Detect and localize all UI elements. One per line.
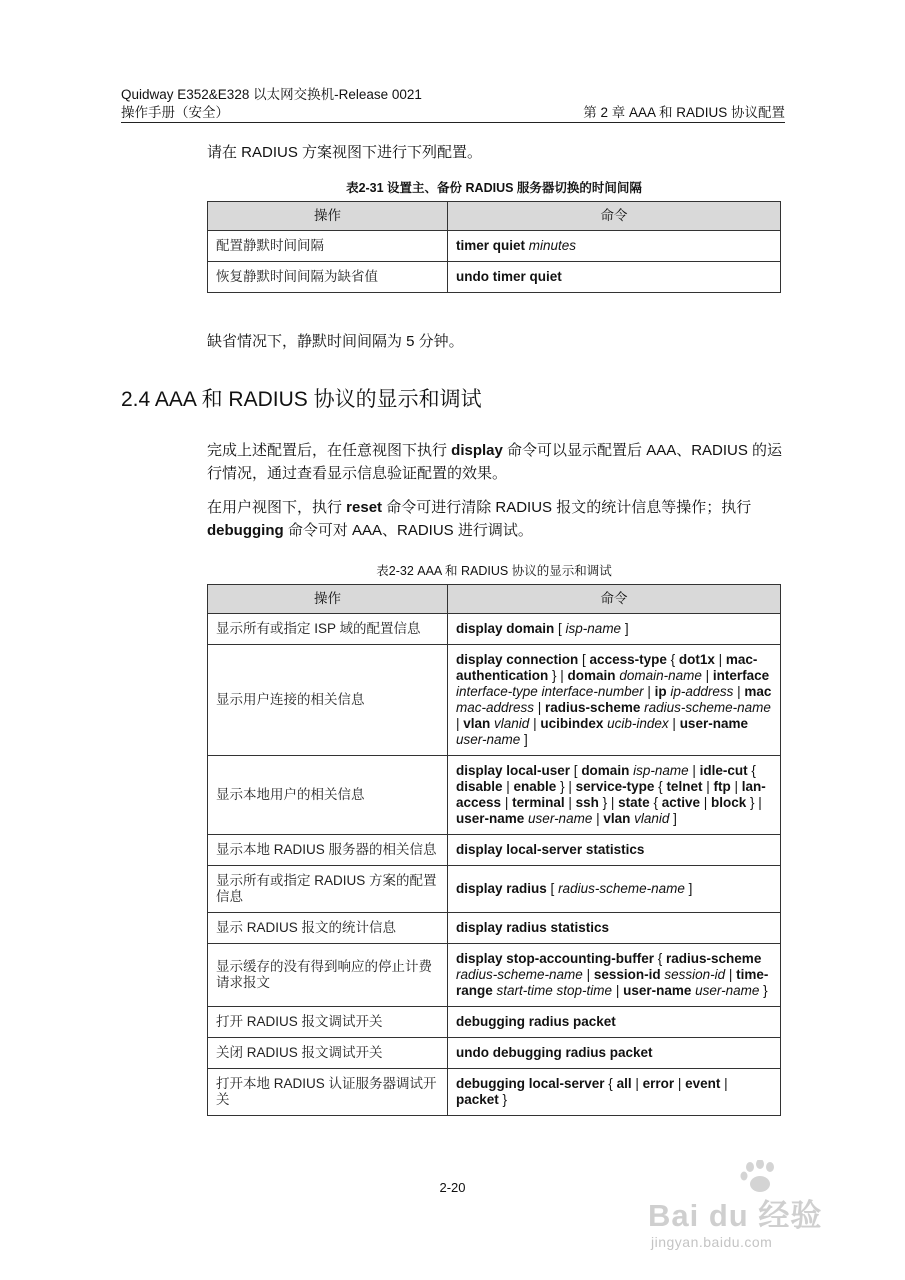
table2-op-cell: 关闭 RADIUS 报文调试开关 xyxy=(208,1038,448,1069)
cmd-syntax: | xyxy=(699,795,711,810)
table2-op-cell: 显示本地 RADIUS 服务器的相关信息 xyxy=(208,835,448,866)
table1-op-cell: 恢复静默时间间隔为缺省值 xyxy=(208,262,448,293)
cmd-keyword: terminal xyxy=(512,795,565,810)
cmd-keyword: all xyxy=(616,1076,632,1091)
cmd-keyword: vlan xyxy=(463,716,491,731)
cmd-keyword: telnet xyxy=(666,779,703,794)
cmd-keyword: radius-scheme xyxy=(545,700,641,715)
table1-cmd-cell xyxy=(448,262,781,293)
cmd-syntax: | xyxy=(733,684,745,699)
cmd-keyword: active xyxy=(661,795,700,810)
default-note: 缺省情况下，静默时间间隔为 5 分钟。 xyxy=(207,333,464,350)
table1 xyxy=(207,201,781,293)
cmd-keyword: event xyxy=(685,1076,721,1091)
cmd-syntax: { xyxy=(649,795,662,810)
table-row xyxy=(208,756,781,835)
table1-header-row xyxy=(208,202,781,231)
cmd-param: radius-scheme-name xyxy=(456,967,583,982)
table-row xyxy=(208,614,781,645)
cmd-syntax: } | xyxy=(746,795,762,810)
table2-op-cell: 显示所有或指定 ISP 域的配置信息 xyxy=(208,614,448,645)
cmd-syntax: ] xyxy=(669,811,677,826)
cmd-keyword: display domain xyxy=(456,621,555,636)
cmd-syntax: { xyxy=(747,763,756,778)
cmd-syntax: } | xyxy=(598,795,619,810)
cmd-keyword: access-type xyxy=(589,652,667,667)
cmd-param: isp-name xyxy=(565,621,622,636)
cmd-syntax: | xyxy=(730,779,742,794)
cmd-keyword: display local-server statistics xyxy=(456,842,645,857)
cmd-syntax: [ xyxy=(554,621,566,636)
cmd-keyword: user-name xyxy=(679,716,748,731)
cmd-param: session-id xyxy=(664,967,726,982)
table-row xyxy=(208,913,781,944)
table2-cmd-cell xyxy=(448,1038,781,1069)
cmd-syntax: { xyxy=(604,1076,617,1091)
cmd-syntax: | xyxy=(592,811,604,826)
cmd-syntax: | xyxy=(714,652,726,667)
table2-cmd-cell xyxy=(448,866,781,913)
cmd-syntax: { xyxy=(654,951,667,966)
cmd-keyword: dot1x xyxy=(678,652,715,667)
table2-cmd-cell xyxy=(448,756,781,835)
keyword-reset: reset xyxy=(346,499,383,516)
cmd-syntax: | xyxy=(534,700,546,715)
cmd-keyword: vlan xyxy=(603,811,631,826)
table1-cmd-cell xyxy=(448,231,781,262)
cmd-keyword: ucibindex xyxy=(540,716,604,731)
cmd-syntax: | xyxy=(582,967,594,982)
doc-header-subline xyxy=(121,104,785,121)
table1-col-op: 操作 xyxy=(208,202,448,231)
cmd-keyword: ftp xyxy=(713,779,731,794)
cmd-keyword: user-name xyxy=(456,811,525,826)
table2-op-cell: 显示 RADIUS 报文的统计信息 xyxy=(208,913,448,944)
cmd-syntax: | xyxy=(564,795,576,810)
cmd-syntax: | xyxy=(702,779,714,794)
cmd-keyword: domain xyxy=(581,763,630,778)
cmd-syntax: } xyxy=(498,1092,508,1107)
cmd-syntax: { xyxy=(654,779,667,794)
cmd-syntax: | xyxy=(501,795,513,810)
cmd-keyword: ip xyxy=(654,684,667,699)
cmd-syntax: } | xyxy=(548,668,568,683)
table-row xyxy=(208,835,781,866)
reset-paragraph xyxy=(207,496,785,542)
table2-cmd-cell xyxy=(448,1069,781,1116)
cmd-keyword: block xyxy=(711,795,747,810)
table2-op-cell: 打开本地 RADIUS 认证服务器调试开关 xyxy=(208,1069,448,1116)
keyword-display: display xyxy=(451,442,503,459)
doc-header-title: Quidway E352&E328 以太网交换机-Release 0021 xyxy=(121,87,422,102)
doc-header-chapter: 第 2 章 AAA 和 RADIUS 协议配置 xyxy=(583,105,785,120)
text-run: 完成上述配置后，在任意视图下执行 xyxy=(207,442,452,459)
cmd-keyword: time-range xyxy=(456,967,769,998)
table-row xyxy=(208,231,781,262)
text-run: 命令可对 AAA、RADIUS 进行调试。 xyxy=(283,522,533,539)
cmd-param: user-name xyxy=(695,983,760,998)
cmd-syntax: | xyxy=(668,716,680,731)
keyword-debugging: debugging xyxy=(207,522,284,539)
cmd-keyword: idle-cut xyxy=(699,763,748,778)
cmd-keyword: display radius statistics xyxy=(456,920,610,935)
cmd-keyword: display local-user xyxy=(456,763,571,778)
header-divider xyxy=(121,122,785,123)
cmd-syntax: | xyxy=(456,716,464,731)
cmd-keyword: debugging radius packet xyxy=(456,1014,616,1029)
cmd-keyword: error xyxy=(642,1076,675,1091)
display-paragraph xyxy=(207,439,785,485)
cmd-syntax: | xyxy=(720,1076,728,1091)
cmd-syntax: [ xyxy=(570,763,582,778)
table2-op-cell: 显示用户连接的相关信息 xyxy=(208,645,448,756)
cmd-param: isp-name xyxy=(633,763,689,778)
table1-caption: 表2-31 设置主、备份 RADIUS 服务器切换的时间间隔 xyxy=(346,181,642,195)
cmd-keyword: ssh xyxy=(575,795,599,810)
table2-op-cell: 显示缓存的没有得到响应的停止计费请求报文 xyxy=(208,944,448,1007)
cmd-keyword: service-type xyxy=(575,779,655,794)
cmd-syntax: ] xyxy=(520,732,528,747)
cmd-syntax: | xyxy=(674,1076,686,1091)
table2-cmd-cell xyxy=(448,614,781,645)
cmd-keyword: radius-scheme xyxy=(666,951,762,966)
cmd-syntax: } xyxy=(759,983,768,998)
cmd-syntax: [ xyxy=(578,652,590,667)
cmd-param: domain-name xyxy=(619,668,702,683)
cmd-syntax: | xyxy=(631,1076,643,1091)
cmd-syntax: | xyxy=(701,668,713,683)
cmd-syntax: { xyxy=(666,652,679,667)
cmd-keyword: display radius xyxy=(456,881,547,896)
cmd-keyword: undo timer quiet xyxy=(456,269,562,284)
intro-paragraph: 请在 RADIUS 方案视图下进行下列配置。 xyxy=(207,144,483,161)
cmd-keyword: mac xyxy=(744,684,772,699)
table2-col-cmd: 命令 xyxy=(448,585,781,614)
cmd-param: radius-scheme-name xyxy=(558,881,685,896)
cmd-syntax: ] xyxy=(621,621,629,636)
table-row xyxy=(208,645,781,756)
table2-cmd-cell xyxy=(448,1007,781,1038)
table2-cmd-cell xyxy=(448,944,781,1007)
cmd-syntax: | xyxy=(502,779,514,794)
table-row xyxy=(208,1007,781,1038)
cmd-param: ip-address xyxy=(670,684,734,699)
table2-op-cell: 打开 RADIUS 报文调试开关 xyxy=(208,1007,448,1038)
table2-body xyxy=(208,614,781,1116)
cmd-param: user-name xyxy=(456,732,521,747)
cmd-keyword: undo debugging radius packet xyxy=(456,1045,653,1060)
cmd-keyword: packet xyxy=(456,1092,499,1107)
cmd-syntax: ] xyxy=(684,881,693,896)
cmd-syntax: | xyxy=(529,716,541,731)
cmd-keyword: enable xyxy=(513,779,557,794)
page-number: 2-20 xyxy=(439,1180,466,1195)
cmd-keyword: mac-authentication xyxy=(456,652,758,683)
table2-header-row xyxy=(208,585,781,614)
table1-op-cell: 配置静默时间间隔 xyxy=(208,231,448,262)
table2-cmd-cell xyxy=(448,645,781,756)
table1-col-cmd: 命令 xyxy=(448,202,781,231)
watermark-url: jingyan.baidu.com xyxy=(651,1234,773,1250)
cmd-param: minutes xyxy=(525,238,577,253)
cmd-param: mac-address xyxy=(456,700,535,715)
cmd-keyword: session-id xyxy=(593,967,661,982)
cmd-syntax: | xyxy=(688,763,700,778)
table-row xyxy=(208,944,781,1007)
table-row xyxy=(208,866,781,913)
cmd-syntax: [ xyxy=(546,881,559,896)
text-run: 命令可以显示配置后 AAA、RADIUS 的运行情况，通过查看显示信息验证配置的效果。 xyxy=(207,442,783,482)
cmd-keyword: interface xyxy=(712,668,770,683)
cmd-keyword: disable xyxy=(456,779,503,794)
cmd-keyword: user-name xyxy=(623,983,692,998)
table-row xyxy=(208,1038,781,1069)
cmd-param: vlanid xyxy=(634,811,670,826)
table2 xyxy=(207,584,781,1116)
cmd-keyword: timer quiet xyxy=(456,238,526,253)
cmd-keyword: debugging local-server xyxy=(456,1076,605,1091)
table2-op-cell: 显示所有或指定 RADIUS 方案的配置信息 xyxy=(208,866,448,913)
cmd-syntax: | xyxy=(612,983,624,998)
cmd-param: start-time stop-time xyxy=(496,983,613,998)
table2-caption: 表2-32 AAA 和 RADIUS 协议的显示和调试 xyxy=(376,564,612,578)
cmd-param: ucib-index xyxy=(607,716,669,731)
cmd-param: user-name xyxy=(528,811,593,826)
cmd-param: vlanid xyxy=(494,716,530,731)
table2-col-op: 操作 xyxy=(208,585,448,614)
cmd-keyword: display connection xyxy=(456,652,579,667)
section-heading: 2.4 AAA 和 RADIUS 协议的显示和调试 xyxy=(121,388,482,411)
table2-cmd-cell xyxy=(448,913,781,944)
cmd-syntax: | xyxy=(643,684,655,699)
table-row xyxy=(208,1069,781,1116)
table-row xyxy=(208,262,781,293)
table2-op-cell: 显示本地用户的相关信息 xyxy=(208,756,448,835)
cmd-param: interface-type interface-number xyxy=(456,684,644,699)
cmd-keyword: state xyxy=(618,795,650,810)
text-run: 命令可进行清除 RADIUS 报文的统计信息等操作；执行 xyxy=(382,499,752,516)
cmd-keyword: domain xyxy=(567,668,616,683)
doc-header-manual: 操作手册（安全） xyxy=(121,105,229,120)
cmd-syntax: | xyxy=(725,967,737,982)
cmd-keyword: lan-access xyxy=(456,779,766,810)
cmd-syntax: } | xyxy=(556,779,576,794)
text-run: 在用户视图下，执行 xyxy=(207,499,347,516)
watermark-logo: Bai du 经验 xyxy=(648,1198,823,1233)
baidu-paw-icon xyxy=(740,1160,780,1194)
table2-cmd-cell xyxy=(448,835,781,866)
cmd-keyword: display stop-accounting-buffer xyxy=(456,951,655,966)
cmd-param: radius-scheme-name xyxy=(644,700,771,715)
